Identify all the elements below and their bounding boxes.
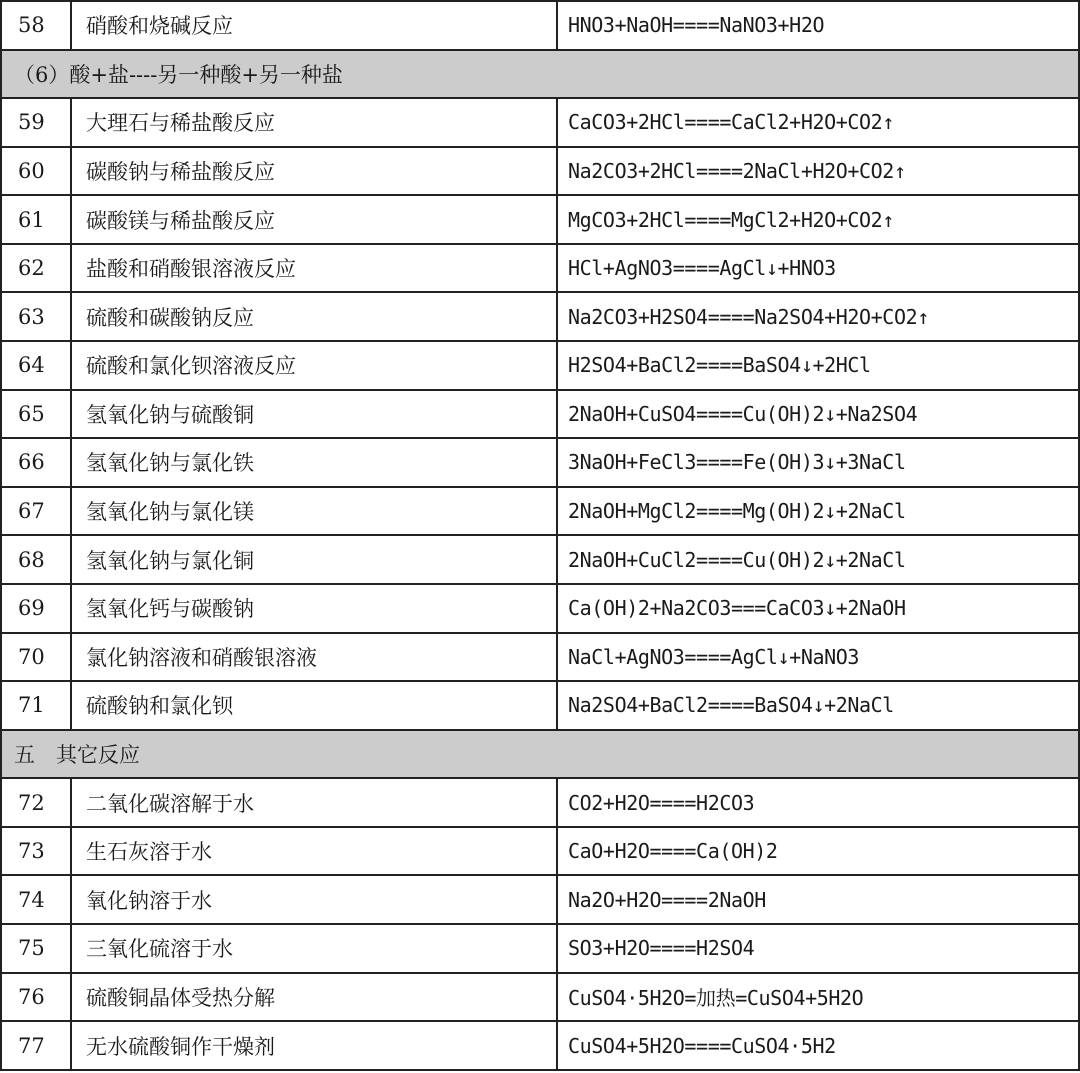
reaction-row	[1, 827, 1079, 876]
reaction-row	[1, 487, 1079, 536]
reaction-equation: CuSO4+5H2O====CuSO4·5H2	[557, 1021, 1079, 1070]
reaction-equation: Ca(OH)2+Na2CO3===CaCO3↓+2NaOH	[557, 584, 1079, 633]
row-number: 60	[1, 147, 71, 196]
reaction-equation: Na2SO4+BaCl2====BaSO4↓+2NaCl	[557, 681, 1079, 730]
reaction-equation: 2NaOH+CuSO4====Cu(OH)2↓+Na2SO4	[557, 390, 1079, 439]
row-number: 65	[1, 390, 71, 439]
reaction-row	[1, 147, 1079, 196]
reaction-row	[1, 973, 1079, 1022]
reaction-row	[1, 98, 1079, 147]
reaction-name: 氧化钠溶于水	[71, 875, 557, 924]
reaction-equation: H2SO4+BaCl2====BaSO4↓+2HCl	[557, 341, 1079, 390]
row-number: 70	[1, 633, 71, 682]
reaction-table-body	[1, 1, 1079, 1070]
reaction-name: 氢氧化钠与硫酸铜	[71, 390, 557, 439]
reaction-equation: CO2+H2O====H2CO3	[557, 778, 1079, 827]
section-title: 五 其它反应	[1, 730, 1079, 779]
row-number: 75	[1, 924, 71, 973]
reaction-row	[1, 195, 1079, 244]
reaction-name: 大理石与稀盐酸反应	[71, 98, 557, 147]
row-number: 69	[1, 584, 71, 633]
row-number: 68	[1, 535, 71, 584]
reaction-name: 碳酸钠与稀盐酸反应	[71, 147, 557, 196]
row-number: 74	[1, 875, 71, 924]
reaction-row	[1, 292, 1079, 341]
row-number: 67	[1, 487, 71, 536]
reaction-row	[1, 778, 1079, 827]
reaction-equation: CaCO3+2HCl====CaCl2+H2O+CO2↑	[557, 98, 1079, 147]
reaction-row	[1, 244, 1079, 293]
reaction-name: 氢氧化钠与氯化铜	[71, 535, 557, 584]
reaction-name: 氢氧化钠与氯化铁	[71, 438, 557, 487]
reaction-row	[1, 584, 1079, 633]
row-number: 58	[1, 1, 71, 50]
reaction-name: 盐酸和硝酸银溶液反应	[71, 244, 557, 293]
reaction-name: 生石灰溶于水	[71, 827, 557, 876]
reaction-row	[1, 535, 1079, 584]
reaction-name: 硫酸和碳酸钠反应	[71, 292, 557, 341]
reaction-row	[1, 875, 1079, 924]
reaction-name: 硫酸和氯化钡溶液反应	[71, 341, 557, 390]
reaction-equation: NaCl+AgNO3====AgCl↓+NaNO3	[557, 633, 1079, 682]
section-title: （6）酸+盐----另一种酸+另一种盐	[1, 50, 1079, 99]
section-header-row	[1, 50, 1079, 99]
row-number: 73	[1, 827, 71, 876]
reaction-equation: 2NaOH+CuCl2====Cu(OH)2↓+2NaCl	[557, 535, 1079, 584]
reaction-name: 二氧化碳溶解于水	[71, 778, 557, 827]
reaction-name: 硫酸钠和氯化钡	[71, 681, 557, 730]
reaction-name: 无水硫酸铜作干燥剂	[71, 1021, 557, 1070]
reaction-row	[1, 390, 1079, 439]
row-number: 72	[1, 778, 71, 827]
reaction-name: 碳酸镁与稀盐酸反应	[71, 195, 557, 244]
row-number: 66	[1, 438, 71, 487]
reaction-equation: CaO+H2O====Ca(OH)2	[557, 827, 1079, 876]
reaction-row	[1, 924, 1079, 973]
reaction-row	[1, 438, 1079, 487]
reaction-equation: HCl+AgNO3====AgCl↓+HNO3	[557, 244, 1079, 293]
reaction-name: 三氧化硫溶于水	[71, 924, 557, 973]
reaction-equation: 2NaOH+MgCl2====Mg(OH)2↓+2NaCl	[557, 487, 1079, 536]
row-number: 76	[1, 973, 71, 1022]
row-number: 62	[1, 244, 71, 293]
reaction-name: 氢氧化钠与氯化镁	[71, 487, 557, 536]
reaction-row	[1, 633, 1079, 682]
reaction-name: 硫酸铜晶体受热分解	[71, 973, 557, 1022]
reaction-name: 氯化钠溶液和硝酸银溶液	[71, 633, 557, 682]
reaction-name: 硝酸和烧碱反应	[71, 1, 557, 50]
row-number: 59	[1, 98, 71, 147]
reaction-equation: HNO3+NaOH====NaNO3+H2O	[557, 1, 1079, 50]
reaction-row	[1, 681, 1079, 730]
reaction-equation: MgCO3+2HCl====MgCl2+H2O+CO2↑	[557, 195, 1079, 244]
row-number: 64	[1, 341, 71, 390]
row-number: 77	[1, 1021, 71, 1070]
reaction-equation: Na2O+H2O====2NaOH	[557, 875, 1079, 924]
row-number: 61	[1, 195, 71, 244]
row-number: 63	[1, 292, 71, 341]
row-number: 71	[1, 681, 71, 730]
reaction-row	[1, 341, 1079, 390]
section-header-row	[1, 730, 1079, 779]
reaction-equation: Na2CO3+2HCl====2NaCl+H2O+CO2↑	[557, 147, 1079, 196]
reaction-equation: CuSO4·5H2O=加热=CuSO4+5H2O	[557, 973, 1079, 1022]
reaction-row	[1, 1, 1079, 50]
reaction-equation: 3NaOH+FeCl3====Fe(OH)3↓+3NaCl	[557, 438, 1079, 487]
reaction-equation: SO3+H2O====H2SO4	[557, 924, 1079, 973]
reaction-row	[1, 1021, 1079, 1070]
reaction-equation: Na2CO3+H2SO4====Na2SO4+H2O+CO2↑	[557, 292, 1079, 341]
reaction-name: 氢氧化钙与碳酸钠	[71, 584, 557, 633]
